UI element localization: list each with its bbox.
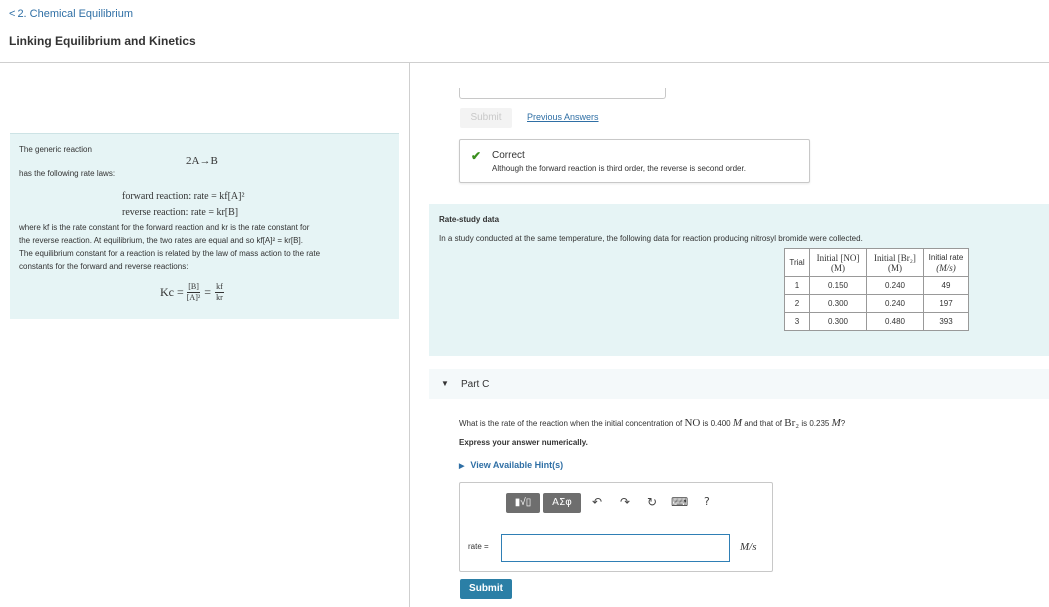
caret-right-icon: ▶	[459, 463, 465, 470]
table-cell: 1	[785, 277, 810, 295]
help-icon[interactable]: ?	[704, 495, 710, 508]
generic-reaction: 2A→B	[186, 155, 218, 167]
answer-instructions: Express your answer numerically.	[459, 438, 588, 447]
table-cell: 0.240	[867, 295, 924, 313]
question-text: is 0.235	[799, 419, 832, 428]
header-initial-br2	[867, 249, 924, 277]
header-initial-rate-label: Initial rate	[928, 252, 964, 262]
rate-data-table	[784, 248, 969, 331]
table-row	[785, 277, 969, 295]
table-cell: 0.240	[867, 277, 924, 295]
table-row	[785, 313, 969, 331]
intro-panel	[10, 133, 399, 319]
symbols-button[interactable]: ΑΣφ	[543, 493, 581, 513]
kc-numerator-1: [B]	[188, 282, 199, 291]
header-initial-no-unit: (M)	[831, 262, 845, 273]
back-link-label: 2. Chemical Equilibrium	[17, 8, 133, 20]
forward-rate-law: forward reaction: rate = kf[A]²	[122, 191, 245, 202]
question-br2: Br₂	[784, 417, 800, 429]
intro-paragraph-2: the reverse reaction. At equilibrium, the two rates are equal and so kf[A]² = kr[B].	[19, 236, 303, 245]
table-cell: 0.150	[810, 277, 867, 295]
question-text: is 0.400	[700, 419, 733, 428]
rate-label: rate =	[468, 542, 489, 551]
question-unit: M	[831, 417, 841, 429]
intro-line-2: has the following rate laws:	[19, 169, 116, 178]
header-initial-no-label: Initial [NO]	[816, 252, 860, 263]
table-cell: 49	[924, 277, 969, 295]
question-text: ?	[840, 419, 846, 428]
reverse-rate-law: reverse reaction: rate = kr[B]	[122, 207, 239, 218]
rate-study-panel	[429, 204, 1049, 356]
table-cell: 3	[785, 313, 810, 331]
question-text: What is the rate of the reaction when the initial concentration of	[459, 419, 685, 428]
previous-answer-field	[459, 88, 666, 99]
column-divider	[409, 63, 410, 607]
kc-denominator-2: kr	[216, 293, 223, 302]
caret-down-icon: ▼	[441, 379, 449, 388]
kc-numerator-2: kf	[216, 282, 223, 291]
equilibrium-constant-equation	[160, 282, 224, 303]
intro-paragraph-1: where kf is the rate constant for the forward reaction and kr is the rate constant for	[19, 223, 310, 232]
table-cell: 197	[924, 295, 969, 313]
table-cell: 393	[924, 313, 969, 331]
chevron-left-icon: <	[9, 8, 16, 20]
feedback-title: Correct	[492, 150, 525, 161]
submit-button[interactable]: Submit	[460, 579, 512, 599]
header-initial-rate	[924, 249, 969, 277]
submit-button-disabled: Submit	[460, 108, 512, 128]
header	[0, 0, 1049, 63]
intro-line-1: The generic reaction	[19, 145, 92, 154]
unit-label: M/s	[740, 541, 757, 553]
keyboard-icon[interactable]: ⌨	[671, 495, 689, 509]
templates-button[interactable]: ▮√▯	[506, 493, 540, 513]
reset-icon[interactable]: ↻	[647, 495, 658, 509]
question-no: NO	[684, 417, 701, 429]
header-initial-rate-unit: (M/s)	[936, 262, 956, 273]
rate-input[interactable]	[501, 534, 730, 562]
page-title: Linking Equilibrium and Kinetics	[9, 34, 196, 48]
view-hints-link[interactable]	[459, 460, 563, 470]
header-initial-br2-unit: (M)	[888, 262, 902, 273]
back-link[interactable]	[9, 8, 133, 20]
table-cell: 2	[785, 295, 810, 313]
previous-answers-link[interactable]: Previous Answers	[527, 112, 599, 122]
redo-icon[interactable]: ↷	[620, 495, 631, 509]
table-row	[785, 295, 969, 313]
table-cell: 0.300	[810, 313, 867, 331]
rate-study-description: In a study conducted at the same temperature, the following data for reaction producing nitrosyl bromide were collected.	[439, 234, 863, 243]
check-icon: ✔	[471, 149, 482, 163]
answer-input-area	[459, 482, 773, 572]
intro-paragraph-4: constants for the forward and reverse reactions:	[19, 262, 189, 271]
table-cell: 0.300	[810, 295, 867, 313]
intro-paragraph-3: The equilibrium constant for a reaction is related by the law of mass action to the rate	[19, 249, 321, 258]
question-text: and that of	[742, 419, 785, 428]
part-c-label: Part C	[461, 379, 490, 390]
equals-sign: =	[204, 285, 212, 299]
header-initial-br2-label: Initial [Br₂]	[874, 252, 916, 263]
kc-label: Kc =	[160, 285, 184, 299]
kc-fraction-1	[187, 282, 201, 303]
view-hints-label: View Available Hint(s)	[470, 460, 564, 470]
table-cell: 0.480	[867, 313, 924, 331]
header-initial-no	[810, 249, 867, 277]
feedback-message: Although the forward reaction is third order, the reverse is second order.	[492, 164, 746, 173]
table-header-row	[785, 249, 969, 277]
question-unit: M	[732, 417, 742, 429]
rate-study-title: Rate-study data	[439, 215, 500, 224]
part-c-question	[459, 417, 845, 429]
kc-denominator-1: [A]²	[186, 293, 201, 302]
feedback-box	[459, 139, 810, 183]
header-trial: Trial	[785, 249, 810, 277]
undo-icon[interactable]: ↶	[592, 495, 603, 509]
part-c-header[interactable]	[429, 369, 1049, 399]
kc-fraction-2	[215, 282, 224, 303]
